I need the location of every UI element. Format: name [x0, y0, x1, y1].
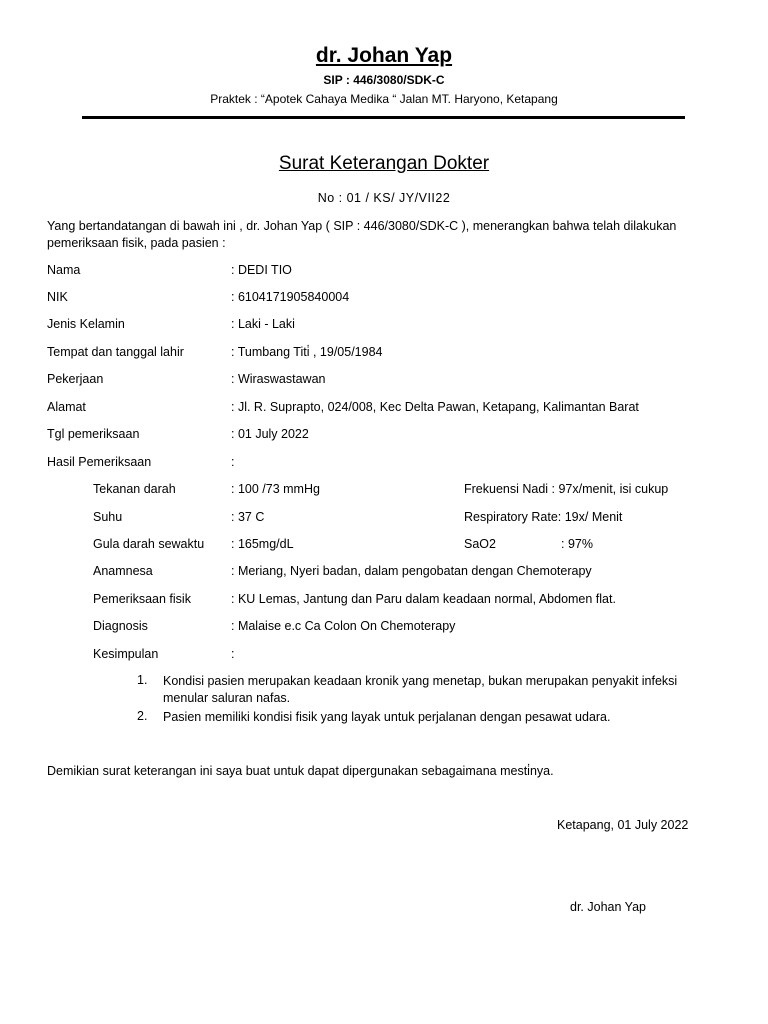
- letter-title: Surat Keterangan Dokter: [278, 153, 490, 174]
- patient-label: Jenis Kelamin: [47, 317, 125, 331]
- patient-label: Nama: [47, 263, 81, 277]
- conclusion-text: Pasien memiliki kondisi fisik yang layak untuk perjalanan dengan pesawat udara.: [163, 710, 611, 724]
- result-label-secondary: SaO2: [464, 537, 496, 551]
- place-date: Ketapang, 01 July 2022: [557, 818, 689, 832]
- patient-label: Hasil Pemeriksaan: [47, 455, 152, 469]
- patient-label: Alamat: [47, 400, 86, 414]
- header-divider: [82, 116, 685, 119]
- patient-label: Pekerjaan: [47, 372, 104, 386]
- result-value: : Meriang, Nyeri badan, dalam pengobatan dengan Chemoterapy: [231, 564, 592, 578]
- letter-number: No : 01 / KS/ JY/VII22: [317, 191, 451, 205]
- patient-value: : 6104171905840004: [231, 290, 350, 304]
- result-label: Gula darah sewaktu: [93, 537, 205, 551]
- result-label: Anamnesa: [93, 564, 153, 578]
- result-label-secondary: Respiratory Rate: 19x/ Menit: [464, 510, 623, 524]
- result-label: Pemeriksaan fisik: [93, 592, 191, 606]
- intro-paragraph: Yang bertandatangan di bawah ini , dr. Johan Yap ( SIP : 446/3080/SDK-C ), menerangkan bahwa telah dilakukan pemeriksaan fisik, pada pasien :: [47, 219, 677, 250]
- result-value: : 100 /73 mmHg: [231, 482, 320, 496]
- result-label: Kesimpulan: [93, 647, 159, 661]
- result-label-secondary: Frekuensi Nadi : 97x/menit, isi cukup: [464, 482, 669, 496]
- doctor-name-heading: dr. Johan Yap: [315, 44, 453, 67]
- patient-label: Tempat dan tanggal lahir: [47, 345, 184, 359]
- sip-number: SIP : 446/3080/SDK-C: [323, 73, 445, 87]
- conclusion-number: 2.: [137, 709, 148, 723]
- patient-value: :: [231, 455, 235, 469]
- result-value: : 37 C: [231, 510, 265, 524]
- result-label: Tekanan darah: [93, 482, 176, 496]
- result-value-secondary: : 97%: [561, 537, 593, 551]
- result-label: Suhu: [93, 510, 123, 524]
- conclusion-text: Kondisi pasien merupakan keadaan kronik yang menetap, bukan merupakan penyakit infeksi menular saluran nafas.: [163, 674, 678, 705]
- conclusion-number: 1.: [137, 673, 148, 687]
- patient-label: NIK: [47, 290, 68, 304]
- result-value: :: [231, 647, 235, 661]
- practice-address: Praktek : “Apotek Cahaya Medika “ Jalan MT. Haryono, Ketapang: [210, 92, 558, 106]
- patient-value: : Wiraswastawan: [231, 372, 326, 386]
- patient-value: : Tumbang Titi̇ , 19/05/1984: [231, 345, 383, 359]
- patient-value: : DEDI TIO: [231, 263, 292, 277]
- result-value: : KU Lemas, Jantung dan Paru dalam keadaan normal, Abdomen flat.: [231, 592, 616, 606]
- patient-value: : Laki - Laki: [231, 317, 295, 331]
- result-value: : 165mg/dL: [231, 537, 294, 551]
- closing-statement: Demikian surat keterangan ini saya buat untuk dapat dipergunakan sebagaimana mesti̇nya.: [47, 764, 554, 778]
- patient-value: : 01 July 2022: [231, 427, 309, 441]
- patient-label: Tgl pemeriksaan: [47, 427, 140, 441]
- signature-name: dr. Johan Yap: [570, 900, 646, 914]
- result-value: : Malaise e.c Ca Colon On Chemoterapy: [231, 619, 456, 633]
- result-label: Diagnosis: [93, 619, 148, 633]
- patient-value: : Jl. R. Suprapto, 024/008, Kec Delta Pawan, Ketapang, Kalimantan Barat: [231, 400, 639, 414]
